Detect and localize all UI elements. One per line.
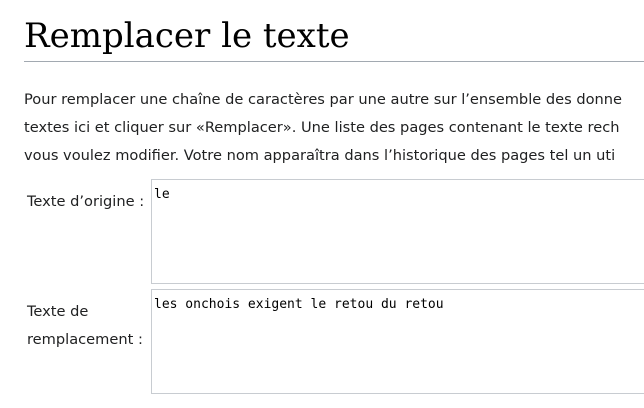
page-title: Remplacer le texte: [24, 16, 350, 56]
replacement-text-label: [27, 298, 149, 354]
intro-text: [24, 86, 644, 170]
replacement-label-line2: remplacement :: [27, 331, 143, 348]
intro-line: vous voulez modifier. Votre nom apparaîtra dans l’historique des pages tel un uti: [24, 147, 616, 164]
title-divider: [24, 61, 644, 62]
replacement-label-line1: Texte de: [27, 303, 89, 320]
intro-line: textes ici et cliquer sur «Remplacer». Une liste des pages contenant le texte rech: [24, 119, 620, 136]
origin-text-label: Texte d’origine :: [27, 193, 145, 210]
intro-line: Pour remplacer une chaîne de caractères par une autre sur l’ensemble des donne: [24, 91, 623, 108]
origin-text-input[interactable]: [151, 179, 644, 284]
replacement-text-input[interactable]: [151, 289, 644, 394]
